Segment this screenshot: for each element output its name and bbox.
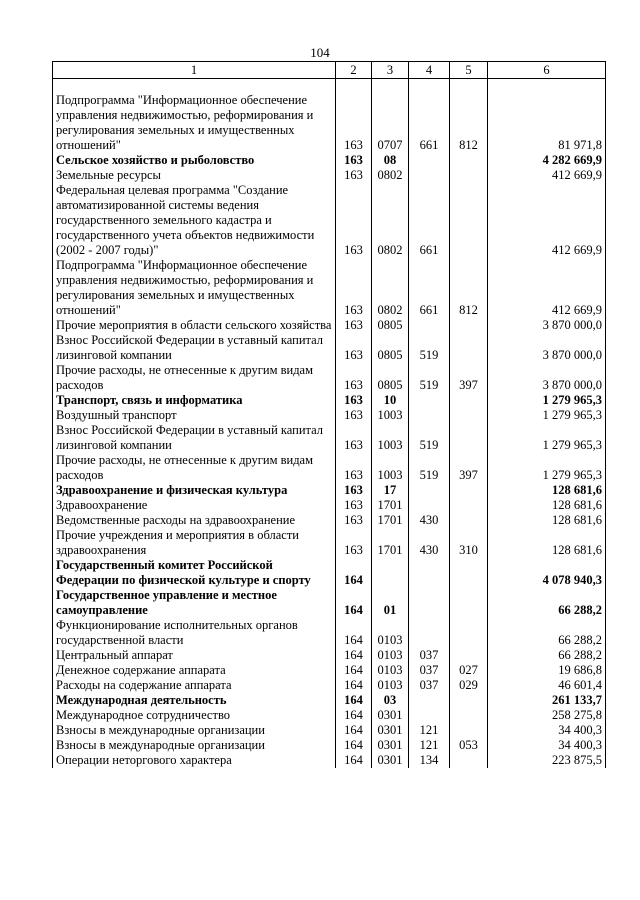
row-name: Прочие учреждения и мероприятия в области здравоохранения [53, 528, 336, 558]
row-name: Взнос Российской Федерации в уставный капитал лизинговой компании [53, 423, 336, 453]
row-name: Операции неторгового характера [53, 753, 336, 768]
row-section-code: 0301 [372, 723, 409, 738]
row-section-code: 1701 [372, 513, 409, 528]
page-number: 104 [310, 45, 330, 60]
row-amount: 1 279 965,3 [488, 393, 606, 408]
row-target-code: 661 [409, 258, 450, 318]
row-expense-code: 029 [450, 678, 488, 693]
row-target-code [409, 693, 450, 708]
row-name: Подпрограмма "Информационное обеспечение управления недвижимостью, реформирования и регулирования земельных и имущественных отношений" [53, 258, 336, 318]
row-expense-code [450, 498, 488, 513]
row-amount: 412 669,9 [488, 183, 606, 258]
row-expense-code [450, 723, 488, 738]
row-section-code: 0802 [372, 183, 409, 258]
row-name: Земельные ресурсы [53, 168, 336, 183]
table-row [53, 423, 606, 453]
row-section-code: 10 [372, 393, 409, 408]
row-section-code: 0805 [372, 318, 409, 333]
row-expense-code [450, 393, 488, 408]
table-row [53, 663, 606, 678]
table-row [53, 528, 606, 558]
row-chapter-code: 163 [336, 423, 372, 453]
row-expense-code [450, 153, 488, 168]
row-expense-code [450, 408, 488, 423]
row-expense-code: 812 [450, 93, 488, 153]
row-expense-code [450, 558, 488, 588]
table-row [53, 723, 606, 738]
row-section-code: 1701 [372, 528, 409, 558]
row-expense-code [450, 648, 488, 663]
row-target-code [409, 408, 450, 423]
row-section-code: 0301 [372, 753, 409, 768]
row-name: Прочие расходы, не отнесенные к другим видам расходов [53, 363, 336, 393]
table-row [53, 93, 606, 153]
table-row [53, 513, 606, 528]
row-amount: 19 686,8 [488, 663, 606, 678]
row-amount: 258 275,8 [488, 708, 606, 723]
row-chapter-code: 163 [336, 153, 372, 168]
row-name: Подпрограмма "Информационное обеспечение управления недвижимостью, реформирования и регулирования земельных и имущественных отношений" [53, 93, 336, 153]
row-amount: 223 875,5 [488, 753, 606, 768]
row-name: Международное сотрудничество [53, 708, 336, 723]
table-row [53, 708, 606, 723]
row-section-code: 0707 [372, 93, 409, 153]
row-target-code: 121 [409, 723, 450, 738]
row-section-code: 0103 [372, 663, 409, 678]
row-amount: 46 601,4 [488, 678, 606, 693]
row-section-code: 0301 [372, 738, 409, 753]
row-chapter-code: 163 [336, 453, 372, 483]
row-target-code [409, 558, 450, 588]
table-row [53, 498, 606, 513]
row-name: Федеральная целевая программа "Создание автоматизированной системы ведения государственного земельного кадастра и государственного учета объектов недвижимости (2002 - 2007 годы)" [53, 183, 336, 258]
row-section-code: 0802 [372, 258, 409, 318]
row-name: Государственное управление и местное самоуправление [53, 588, 336, 618]
header-col-1: 1 [53, 62, 336, 79]
table-row [53, 453, 606, 483]
row-expense-code: 397 [450, 363, 488, 393]
row-expense-code: 812 [450, 258, 488, 318]
row-name: Государственный комитет Российской Федерации по физической культуре и спорту [53, 558, 336, 588]
row-chapter-code: 163 [336, 333, 372, 363]
row-target-code: 661 [409, 93, 450, 153]
row-chapter-code: 163 [336, 258, 372, 318]
row-chapter-code: 164 [336, 738, 372, 753]
row-name: Ведомственные расходы на здравоохранение [53, 513, 336, 528]
row-amount: 3 870 000,0 [488, 318, 606, 333]
row-expense-code [450, 513, 488, 528]
row-section-code: 08 [372, 153, 409, 168]
row-target-code [409, 483, 450, 498]
row-target-code: 134 [409, 753, 450, 768]
row-name: Взнос Российской Федерации в уставный капитал лизинговой компании [53, 333, 336, 363]
row-name: Прочие мероприятия в области сельского хозяйства [53, 318, 336, 333]
row-target-code [409, 708, 450, 723]
row-target-code: 519 [409, 333, 450, 363]
table-row [53, 258, 606, 318]
row-amount: 412 669,9 [488, 258, 606, 318]
table-row [53, 393, 606, 408]
row-target-code [409, 318, 450, 333]
row-chapter-code: 163 [336, 513, 372, 528]
row-expense-code [450, 588, 488, 618]
row-chapter-code: 163 [336, 483, 372, 498]
row-name: Функционирование исполнительных органов государственной власти [53, 618, 336, 648]
row-amount: 4 282 669,9 [488, 153, 606, 168]
row-chapter-code: 164 [336, 723, 372, 738]
row-section-code: 1003 [372, 453, 409, 483]
row-amount: 81 971,8 [488, 93, 606, 153]
row-section-code: 17 [372, 483, 409, 498]
row-section-code: 0103 [372, 618, 409, 648]
row-expense-code [450, 693, 488, 708]
row-target-code: 519 [409, 423, 450, 453]
row-amount: 66 288,2 [488, 588, 606, 618]
row-expense-code [450, 168, 488, 183]
row-target-code: 037 [409, 663, 450, 678]
row-chapter-code: 164 [336, 708, 372, 723]
row-amount: 1 279 965,3 [488, 423, 606, 453]
row-expense-code [450, 618, 488, 648]
row-target-code: 661 [409, 183, 450, 258]
row-name: Здравоохранение и физическая культура [53, 483, 336, 498]
row-section-code: 1003 [372, 423, 409, 453]
row-expense-code: 027 [450, 663, 488, 678]
row-section-code: 0301 [372, 708, 409, 723]
row-section-code: 0805 [372, 363, 409, 393]
row-amount: 4 078 940,3 [488, 558, 606, 588]
row-amount: 412 669,9 [488, 168, 606, 183]
row-amount: 128 681,6 [488, 513, 606, 528]
row-chapter-code: 164 [336, 618, 372, 648]
spacer-row [53, 79, 606, 94]
row-name: Расходы на содержание аппарата [53, 678, 336, 693]
header-col-5: 5 [450, 62, 488, 79]
table-row [53, 168, 606, 183]
row-chapter-code: 163 [336, 363, 372, 393]
table-row [53, 558, 606, 588]
row-chapter-code: 163 [336, 318, 372, 333]
row-expense-code [450, 753, 488, 768]
row-section-code: 0103 [372, 678, 409, 693]
row-chapter-code: 163 [336, 408, 372, 423]
row-amount: 1 279 965,3 [488, 408, 606, 423]
header-col-2: 2 [336, 62, 372, 79]
row-expense-code [450, 183, 488, 258]
table-row [53, 588, 606, 618]
row-name: Взносы в международные организации [53, 723, 336, 738]
header-col-4: 4 [409, 62, 450, 79]
row-amount: 3 870 000,0 [488, 363, 606, 393]
row-target-code: 430 [409, 513, 450, 528]
table-row [53, 318, 606, 333]
row-chapter-code: 164 [336, 753, 372, 768]
row-target-code [409, 168, 450, 183]
row-target-code: 037 [409, 678, 450, 693]
row-target-code: 519 [409, 363, 450, 393]
row-section-code: 0103 [372, 648, 409, 663]
table-row [53, 333, 606, 363]
row-chapter-code: 164 [336, 693, 372, 708]
row-chapter-code: 164 [336, 558, 372, 588]
row-expense-code [450, 483, 488, 498]
row-chapter-code: 164 [336, 648, 372, 663]
row-amount: 1 279 965,3 [488, 453, 606, 483]
row-target-code [409, 618, 450, 648]
row-expense-code [450, 318, 488, 333]
row-name: Прочие расходы, не отнесенные к другим видам расходов [53, 453, 336, 483]
row-chapter-code: 163 [336, 93, 372, 153]
row-amount: 34 400,3 [488, 723, 606, 738]
row-target-code: 519 [409, 453, 450, 483]
row-name: Денежное содержание аппарата [53, 663, 336, 678]
row-section-code: 01 [372, 588, 409, 618]
row-expense-code [450, 708, 488, 723]
row-chapter-code: 164 [336, 588, 372, 618]
row-name: Воздушный транспорт [53, 408, 336, 423]
row-name: Международная деятельность [53, 693, 336, 708]
budget-body [53, 79, 606, 769]
row-name: Здравоохранение [53, 498, 336, 513]
row-section-code: 0802 [372, 168, 409, 183]
row-target-code [409, 588, 450, 618]
header-col-3: 3 [372, 62, 409, 79]
row-name: Транспорт, связь и информатика [53, 393, 336, 408]
table-row [53, 678, 606, 693]
row-target-code: 037 [409, 648, 450, 663]
row-amount: 3 870 000,0 [488, 333, 606, 363]
table-row [53, 408, 606, 423]
row-section-code: 1701 [372, 498, 409, 513]
table-row [53, 648, 606, 663]
row-expense-code: 310 [450, 528, 488, 558]
row-section-code: 0805 [372, 333, 409, 363]
row-chapter-code: 163 [336, 168, 372, 183]
row-expense-code [450, 423, 488, 453]
row-target-code [409, 498, 450, 513]
row-amount: 128 681,6 [488, 483, 606, 498]
budget-table [52, 61, 606, 768]
table-row [53, 693, 606, 708]
row-chapter-code: 163 [336, 498, 372, 513]
row-target-code [409, 393, 450, 408]
table-row [53, 738, 606, 753]
row-chapter-code: 163 [336, 183, 372, 258]
row-amount: 128 681,6 [488, 528, 606, 558]
row-target-code [409, 153, 450, 168]
table-row [53, 363, 606, 393]
row-amount: 261 133,7 [488, 693, 606, 708]
row-amount: 66 288,2 [488, 648, 606, 663]
row-chapter-code: 163 [336, 528, 372, 558]
row-name: Взносы в международные организации [53, 738, 336, 753]
row-expense-code: 397 [450, 453, 488, 483]
row-expense-code [450, 333, 488, 363]
row-target-code: 430 [409, 528, 450, 558]
header-col-6: 6 [488, 62, 606, 79]
row-section-code: 03 [372, 693, 409, 708]
row-chapter-code: 164 [336, 663, 372, 678]
row-name: Сельское хозяйство и рыболовство [53, 153, 336, 168]
row-chapter-code: 163 [336, 393, 372, 408]
row-target-code: 121 [409, 738, 450, 753]
row-amount: 66 288,2 [488, 618, 606, 648]
row-name: Центральный аппарат [53, 648, 336, 663]
table-row [53, 153, 606, 168]
row-section-code [372, 558, 409, 588]
header-row [53, 62, 606, 79]
row-chapter-code: 164 [336, 678, 372, 693]
row-amount: 128 681,6 [488, 498, 606, 513]
table-row [53, 753, 606, 768]
row-amount: 34 400,3 [488, 738, 606, 753]
table-row [53, 483, 606, 498]
table-row [53, 618, 606, 648]
table-row [53, 183, 606, 258]
row-expense-code: 053 [450, 738, 488, 753]
row-section-code: 1003 [372, 408, 409, 423]
